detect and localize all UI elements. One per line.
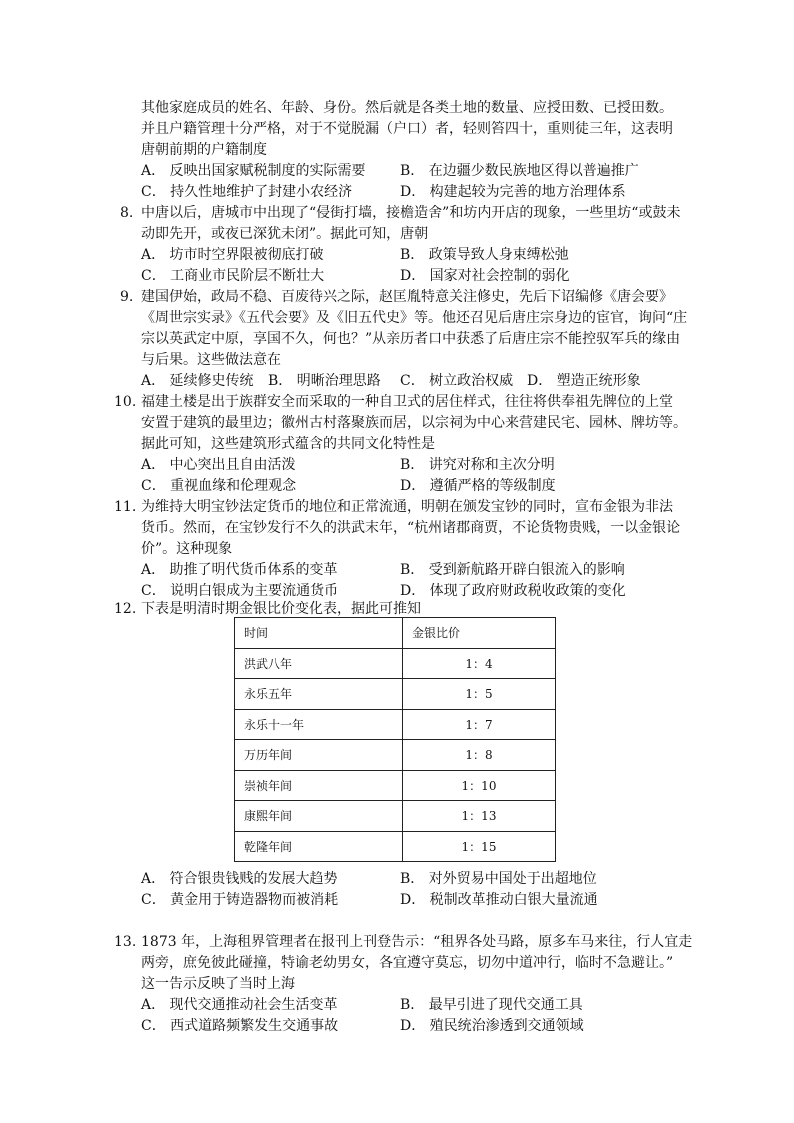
table-header-cell: 金银比价: [403, 618, 556, 649]
q9-line-4: 与后果。这些做法意在: [141, 352, 281, 368]
q7-option-d: D． 构建起较为完善的地方治理体系: [400, 184, 626, 200]
table-row: [235, 679, 556, 710]
q8-number: 8.: [120, 205, 134, 221]
q9-option-b: B． 明晰治理思路: [268, 373, 381, 389]
table-header-cell: 时间: [235, 618, 403, 649]
q12-line-1: 下表是明清时期金银比价变化表，据此可推知: [141, 601, 421, 617]
q13-option-d: D． 殖民统治渗透到交通领域: [400, 1018, 584, 1034]
q13-option-c: C． 西式道路频繁发生交通事故: [141, 1018, 339, 1034]
q9-option-c: C． 树立政治权威: [400, 373, 514, 389]
q9-option-a: A． 延续修史传统: [141, 373, 254, 389]
table-cell-ratio: 1：8: [403, 740, 556, 771]
q11-option-b: B． 受到新航路开辟白银流入的影响: [400, 562, 625, 578]
q8-line-1: 中唐以后，唐城市中出现了“侵街打墙，接檐造舍”和坊内开店的现象，一些里坊“或鼓未: [141, 205, 681, 221]
table-cell-period: 康熙年间: [235, 801, 403, 832]
table-row: [235, 801, 556, 832]
q8-option-b: B． 政策导致人身束缚松弛: [400, 247, 569, 263]
q10-option-b: B． 讲究对称和主次分明: [400, 457, 555, 473]
q9-option-d: D． 塑造正统形象: [527, 373, 641, 389]
q7-option-b: B． 在边疆少数民族地区得以普遍推广: [400, 163, 639, 179]
intro-line-2: 并且户籍管理十分严格，对于不觉脱漏（户口）者，轻则笞四十，重则徒三年，这表明: [141, 121, 673, 137]
table-row: [235, 770, 556, 801]
q8-option-c: C． 工商业市民阶层不断壮大: [141, 268, 325, 284]
q10-line-1: 福建土楼是出于族群安全而采取的一种自卫式的居住样式，往往将供奉祖先牌位的上堂: [141, 394, 673, 410]
q12-option-c: C． 黄金用于铸造器物而被消耗: [141, 892, 339, 908]
table-cell-period: 洪武八年: [235, 648, 403, 679]
table-cell-ratio: 1：13: [403, 801, 556, 832]
q12-number: 12.: [114, 601, 137, 617]
q12-option-d: D． 税制改革推动白银大量流通: [400, 892, 598, 908]
table-row: [235, 709, 556, 740]
q7-option-a: A． 反映出国家赋税制度的实际需要: [141, 163, 366, 179]
q13-number: 13.: [114, 934, 137, 950]
table-cell-period: 崇祯年间: [235, 770, 403, 801]
q10-line-2: 安置于建筑的最里边；徽州古村落聚族而居，以宗祠为中心来营建民宅、园林、牌坊等。: [141, 415, 687, 431]
q13-option-a: A． 现代交通推动社会生活变革: [141, 997, 338, 1013]
q9-line-3: 宗以英武定中原，享国不久，何也？”从亲历者口中获悉了后唐庄宗不能控驭军兵的缘由: [141, 331, 681, 347]
q7-option-c: C． 持久性地维护了封建小农经济: [141, 184, 353, 200]
q9-number: 9.: [120, 289, 134, 305]
table-cell-period: 万历年间: [235, 740, 403, 771]
table-cell-period: 永乐十一年: [235, 709, 403, 740]
q11-line-1: 为维持大明宝钞法定货币的地位和正常流通，明朝在颁发宝钞的同时，宣布金银为非法: [141, 499, 673, 515]
table-cell-period: 永乐五年: [235, 679, 403, 710]
q13-line-1: 1873 年，上海租界管理者在报刊上刊登告示：“租界各处马路，原多车马来往，行人宜走: [141, 934, 693, 950]
intro-line-1: 其他家庭成员的姓名、年龄、身份。然后就是各类土地的数量、应授田数、已授田数。: [141, 100, 673, 116]
q9-line-1: 建国伊始，政局不稳、百废待兴之际，赵匡胤特意关注修史，先后下诏编修《唐会要》: [141, 289, 673, 305]
intro-line-3: 唐朝前期的户籍制度: [141, 142, 267, 158]
table-row: [235, 740, 556, 771]
q11-option-a: A． 助推了明代货币体系的变革: [141, 562, 338, 578]
table-row: [235, 831, 556, 862]
q13-line-3: 这一告示反映了当时上海: [141, 976, 295, 992]
q8-option-d: D． 国家对社会控制的弱化: [400, 268, 570, 284]
table-header-row: [235, 618, 556, 649]
q10-number: 10.: [114, 394, 137, 410]
q10-option-c: C． 重视血缘和伦理观念: [141, 478, 297, 494]
q9-line-2: 《周世宗实录》《五代会要》及《旧五代史》等。他还召见后唐庄宗身边的宦官，询问“庄: [141, 310, 688, 326]
q11-line-2: 货币。然而，在宝钞发行不久的洪武末年，“杭州诸郡商贾，不论货物贵贱，一以金银论: [141, 520, 681, 536]
q11-option-c: C． 说明白银成为主要流通货币: [141, 583, 339, 599]
q13-line-2: 两旁，庶免彼此碰撞，特谕老幼男女，各宜遵守莫忘，切勿中道冲行，临时不急避让。”: [141, 955, 674, 971]
q11-line-3: 价”。这种现象: [141, 541, 233, 557]
q11-option-d: D． 体现了政府财政税收政策的变化: [400, 583, 626, 599]
table-cell-ratio: 1：15: [403, 831, 556, 862]
q12-option-b: B． 对外贸易中国处于出超地位: [400, 871, 597, 887]
table-cell-ratio: 1：10: [403, 770, 556, 801]
table-cell-ratio: 1：7: [403, 709, 556, 740]
q10-option-a: A． 中心突出且自由活泼: [141, 457, 296, 473]
q13-option-b: B． 最早引进了现代交通工具: [400, 997, 583, 1013]
q8-line-2: 动即先开，或夜已深犹未闭”。据此可知，唐朝: [141, 226, 429, 242]
table-row: [235, 648, 556, 679]
q8-option-a: A． 坊市时空界限被彻底打破: [141, 247, 324, 263]
q11-number: 11.: [114, 499, 137, 515]
table-cell-ratio: 1：4: [403, 648, 556, 679]
table-cell-period: 乾隆年间: [235, 831, 403, 862]
gold-silver-ratio-table: [234, 617, 556, 862]
q10-line-3: 据此可知，这些建筑形式蕴含的共同文化特性是: [141, 436, 435, 452]
q10-option-d: D． 遵循严格的等级制度: [400, 478, 556, 494]
q12-option-a: A． 符合银贵钱贱的发展大趋势: [141, 871, 338, 887]
table-cell-ratio: 1：5: [403, 679, 556, 710]
